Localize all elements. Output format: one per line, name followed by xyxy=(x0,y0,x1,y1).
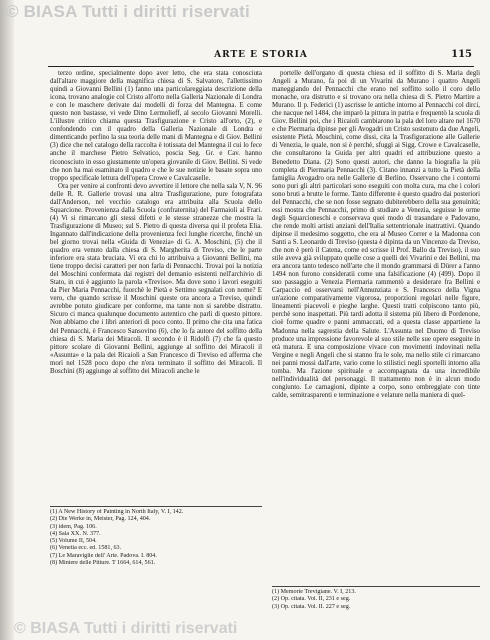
watermark-top: © BIASA Tutti i diritti riservati xyxy=(6,2,250,21)
watermark-bottom: © BIASA Tutti i diritti riservati xyxy=(14,620,238,637)
footnote: (7) Le Maraviglie dell' Arte. Padova. I. 804. xyxy=(50,552,157,559)
left-column xyxy=(50,70,262,376)
left-footnotes xyxy=(50,506,262,567)
running-header xyxy=(48,50,474,67)
footnote: (8) Miniere delle Pitture. T 1664, 614, 561. xyxy=(50,560,156,567)
footnote: (2) Die Werke in, Meister, Pag. 124, 404. xyxy=(50,516,151,523)
footnote: (6) Venetia ecc. ed. 1581, 63. xyxy=(50,545,122,552)
footnote: (4) Sala XX. N. 377. xyxy=(50,530,101,537)
page-binding-shadow xyxy=(0,0,14,640)
footnote: (1) A New History of Painting in North Italy, V. I, 142. xyxy=(50,509,184,515)
footnote: (3) Op. citata. Vol. II. 227 e seg. xyxy=(272,603,351,610)
running-title: ARTE E STORIA xyxy=(214,50,308,60)
footnote: (1) Memorie Trevigiane. V. I, 213. xyxy=(272,589,356,595)
footnote: (5) Volume II, 504. xyxy=(50,538,97,545)
right-footnotes xyxy=(272,586,480,611)
left-paragraph-1: terzo ordine, specialmente dopo aver letto, che era stata conosciuta dall'altare maggiore della magnifica chiesa di S. Salvatore, l'allettissimo quindi a Giovanni Bellini (1) fanno una particolareggiata descrizione della icona, trovano analogie col Cristo all'orto nella Galleria Nazionale di Londra e con le maschere derivate dai modelli di forza del Mantegna. E come questo non bastasse, vi vede Dino Lermolieff, al secolo Giovanni Morelli. L'illustre critico chiama questa Trasfigurazione e Cristo all'orto, (2), e confondendo con il quadro della Galleria Nazionale di Londra e dimenticando perfino la sua teoria delle mani di Mantegna e di Giov. Bellini (3) dice che nel catalogo della raccolta è totissata del Mantegna il cui lo fece anche il marchese Pietro Selvatico, poscia Seg. Gr. e Cav. hanno riconosciuto in esso giustamente un'opera giovanile di Giov. Bellini. Si vede che non ha mai esaminato il quadro e che le sue notizie le basate sopra uno troppo specificale lettura dell'opera Crowe e Cavalcaselle. xyxy=(50,70,262,182)
left-paragraph-2: Ora per venire ai confronti devo avvertire il lettore che nella sala V, N. 96 delle R. R. Gallerie trovasi una altra Trasfigurazione, pure fotografata dall'Anderson, nel vecchio catalogo era attribuita alla Scuola dello Squarcione. Provenienza dalla Scuola (confraternita) del Farmaioli ai Frari. (4) Vi si rimarcano gli stessi difetti e le stesse stranezze che mostra la Trasfigurazione di Museo; sul S. Pietro di questa diversa qui il profeta Elia. Ingannato dall'indicazione della provenienza feci lunghe ricerche, finchè un bel giorno trovai nella «Guida di Venezia» di G. A. Moschini, (5) che il quadro era venuto dalla chiesa di S. Margherita di Treviso, che le parte inferiore era stata bruciata. Vi era chi lo attribuiva a Giovanni Bellini, ma tiene troppo decisi caratteri per non farla di Pennacchi. Trovai poi la notizia del Moschini confermata dai registri del demanio esistenti nell'archivio di Stato, in cui è aggiunto la parola «Treviso». Ma dove sono i lavori eseguiti da Pier Maria Pennacchi, fuorchè le Pietà e Settimo segnalati con nome? E vero, che quando scrisse il Moschini queste ora ancora a Treviso, quindi avrebbe potuto giudicare per conforme, ma tante non si sarebbe distratto. Sicuro ci manca qualunque documento autentico che parli di questo pittore. Non abbiamo che i libri anteriori di poco conto. Il primo che cita una fatica del Pennacchi, è Francesco Sansovino (6), che lo fa autore del soffitto della chiesa di S. Maria dei Miracoli. Il secondo è il Ridolfi (7) che fa questo pittore scolare di Giovanni Bellini, aggiunge al soffitto dei Miracoli il «Assunta» e la pala dei Ricaioli a San Francesco di Treviso ed afferma che morì nel 1528 poco dopo che n'era terminato il soffitto dei Miracoli. Il Boschini (8) aggiunge al soffitto dei Miracoli anche le xyxy=(50,182,262,375)
right-paragraph-1: portelle dell'organo di questa chiesa ed il soffitto di S. Maria degli Angeli a Murano, fa poi di un Vivarini da Murano i quattro Angeli maneggiando del Pennacchi che erano nel soffitto sollo il coro dello monache, ora distrutto e si trovano ora nella chiesa di S. Pietro Martire a Murano. Il p. Federici (1) ascrisse le antiche intorno al Pennacchi col dirci, che nacque nel 1484, che imparò la pittura in patria e frequentò la scuola di Giov. Bellini poi, che i Ricaioli cambiarono la pala del loro altare nel 1670 e che Piermaria dipinse per gli Avogadri un Cristo sostenuto da due Angeli, esistente Pietà. Moschini, come dissi, cita la Trasfigurazione alle Gallerie di Venezia, le quale, non si è perchè, sfuggì ai Sigg. Crowe e Cavalcaselle, che consultarono la Guida per altri quadri ed attribuzione questo a Benedetto Diana. (2) Sono questi autori, che danno la biografia la più completa di Piermaria Pennacchi (3). Citano innanzi a tutto la Pietà della famiglia Avogadro ora nelle Gallerie di Berlino. Osservano che i contorni sono puri gli altri particolari sono eseguiti con molta cura, ma che i colori sono bruti a brutte le forme. Tanto differente è questo quadro dai posteriori del Pennacchi, che se non fosse segnato dubiterebbero della sua genuinità; essi mostra che Pennacchi, primo di studiare a Venezia, seguisse le orme degli Squarcioneschi e conservava quei modo di trasandare e Padovano, che rende molti artisti anziani dell'Italia settentrionale inattrattivi. Quando dipinse il medesimo soggetto, che era al Museo Correr e la Madonna con Santi a S. Leonardo di Treviso (questa è dipinta da un Vincenzo da Treviso, che non è però il Catena, come ed scrisse il Prof. Ballo da Treviso), il suo stile aveva già sviluppato quelle cose a quelli dei Vivarini e dei Bellini, ma era ancora tanto tedesco nell'arte che il mondo grammarsi di Dürer a l'anno 1494 non furono consideratii come una falsificazione (4) (499). Dopo il suo passaggio a Venezia Piermaria rammentò a desiderare fra Bellini e Carpaccio ed osservarsi nell'Annunziata e S. Francesco della Vigna un'azione comparativamente vigorosa, proporzioni regolari nelle figure, lineamenti piacevoli e pieghe larghe. Questi tratti colpiscono tanto più, perchè sono inaspettati. Più tardi adotta il sistema più libero di Pordenone, cioè forme quadre e panni ammaccati, ed a questa classe appartiene la Madonna nella sagrestia della Salute. L'Assunta nel Duomo di Treviso produce una impressione favorevole al suo stile nelle sue opere eseguite in età matura. E una composizione vivace con movimenti indovinati nella Vergine e negli Angeli che si stanno fra le sole, ma nello stile ci rimarcano nei panni mossi dall'arte, vario come lo stilistici negli sportelli intorno alla tomba. Ma l'azione spirituale e accompagnata da una incredibile nell'individualità del personaggi. Il trattamento non è in alcun modo congiunto. Le carnagioni, dipinte a corpo, sono ombreggiate con tinte calde, semitrasparenti e terminazione e velature nella maniera di quel- xyxy=(272,70,480,399)
footnote: (3) idem, Pag. 106. xyxy=(50,523,97,530)
page-number: 115 xyxy=(451,49,472,60)
footnote: (2) Op. citata. Vol. II, 231 e seg. xyxy=(272,596,351,603)
right-column xyxy=(272,70,480,400)
